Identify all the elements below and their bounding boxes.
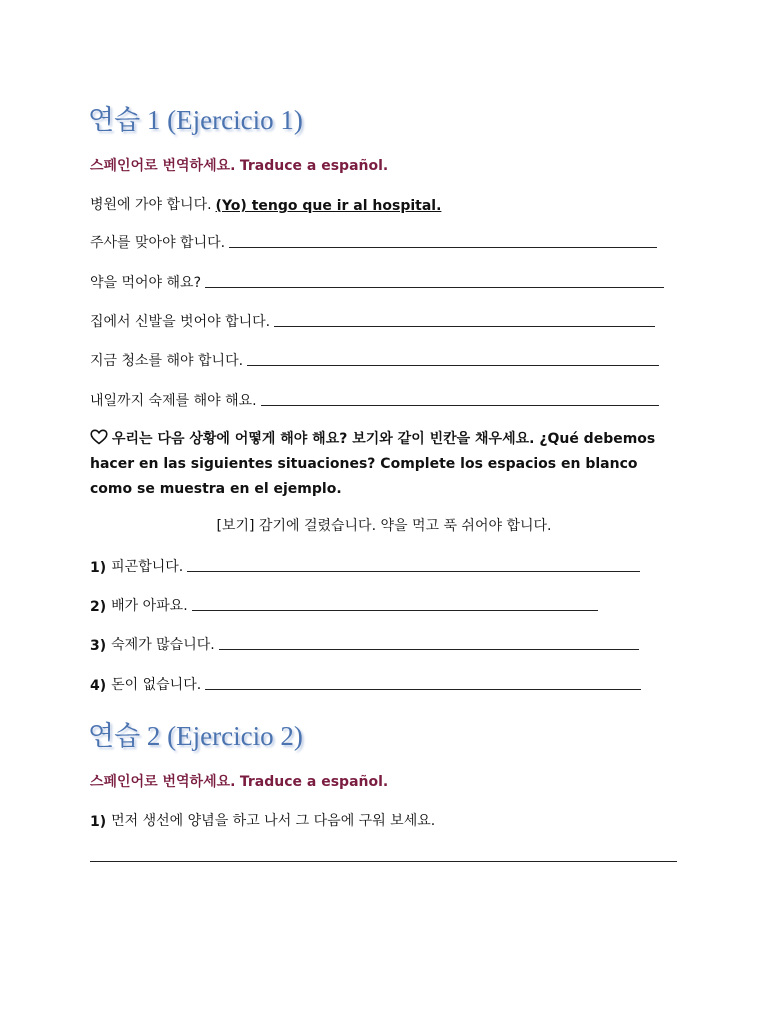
situation-item-3: [90, 634, 639, 654]
exercise-1-item-6: [90, 390, 659, 410]
instruction-spanish: Traduce a español.: [239, 158, 389, 174]
item-number: 4): [90, 678, 107, 694]
item-korean: 집에서 신발을 벗어야 합니다.: [90, 314, 271, 330]
exercise-2-item-1: [90, 810, 435, 830]
example-sentence: [보기] 감기에 걸렸습니다. 약을 먹고 푹 쉬어야 합니다.: [216, 518, 552, 534]
exercise-1-item-5: [90, 350, 659, 370]
item-number: 1): [90, 814, 107, 830]
situations-prompt: [90, 427, 680, 502]
prompt-spanish: ¿Qué debemos hacer en las siguientes situaciones? Complete los espacios en blanco como se muestra en el ejemplo.: [90, 431, 656, 497]
exercise-1-instruction: [90, 155, 388, 175]
answer-blank[interactable]: [229, 246, 657, 248]
item-korean: 주사를 맞아야 합니다.: [90, 235, 226, 251]
exercise-1-item-1: [90, 194, 441, 214]
exercise-2-instruction: [90, 771, 388, 791]
item-number: 2): [90, 599, 107, 615]
instruction-spanish: Traduce a español.: [239, 774, 389, 790]
instruction-korean: 스페인어로 번역하세요.: [90, 158, 236, 174]
prompt-korean: 우리는 다음 상황에 어떻게 해야 해요? 보기와 같이 빈칸을 채우세요.: [112, 431, 535, 447]
exercise-2-title: 연습 2 (Ejercicio 2): [88, 721, 303, 751]
item-korean: 피곤합니다.: [111, 559, 184, 575]
answer-blank[interactable]: [205, 286, 664, 288]
exercise-1-item-2: [90, 232, 657, 252]
exercise-1-item-3: [90, 272, 664, 292]
exercise-1-item-4: [90, 311, 655, 331]
item-korean: 지금 청소를 해야 합니다.: [90, 353, 244, 369]
item-korean: 먼저 생선에 양념을 하고 나서 그 다음에 구워 보세요.: [111, 813, 436, 829]
item-korean: 숙제가 많습니다.: [111, 637, 215, 653]
instruction-korean: 스페인어로 번역하세요.: [90, 774, 236, 790]
item-korean: 돈이 없습니다.: [111, 677, 202, 693]
item-number: 3): [90, 638, 107, 654]
answer-blank[interactable]: [261, 404, 659, 406]
item-korean: 내일까지 숙제를 해야 해요.: [90, 393, 257, 409]
situation-item-4: [90, 674, 641, 694]
answer-blank-line[interactable]: [90, 861, 677, 862]
answer-blank[interactable]: [187, 570, 640, 572]
item-korean: 배가 아파요.: [111, 598, 188, 614]
exercise-1-title: 연습 1 (Ejercicio 1): [88, 105, 303, 135]
item-number: 1): [90, 560, 107, 576]
answer-blank[interactable]: [205, 688, 641, 690]
situation-item-2: [90, 595, 598, 615]
situation-item-1: [90, 556, 640, 576]
answer-blank[interactable]: [247, 364, 659, 366]
heart-outline-icon: [90, 429, 108, 445]
item-answer: (Yo) tengo que ir al hospital.: [215, 198, 442, 214]
answer-blank[interactable]: [219, 648, 639, 650]
answer-blank[interactable]: [274, 325, 655, 327]
item-korean: 병원에 가야 합니다.: [90, 197, 212, 213]
answer-blank[interactable]: [192, 609, 598, 611]
item-korean: 약을 먹어야 해요?: [90, 275, 201, 291]
